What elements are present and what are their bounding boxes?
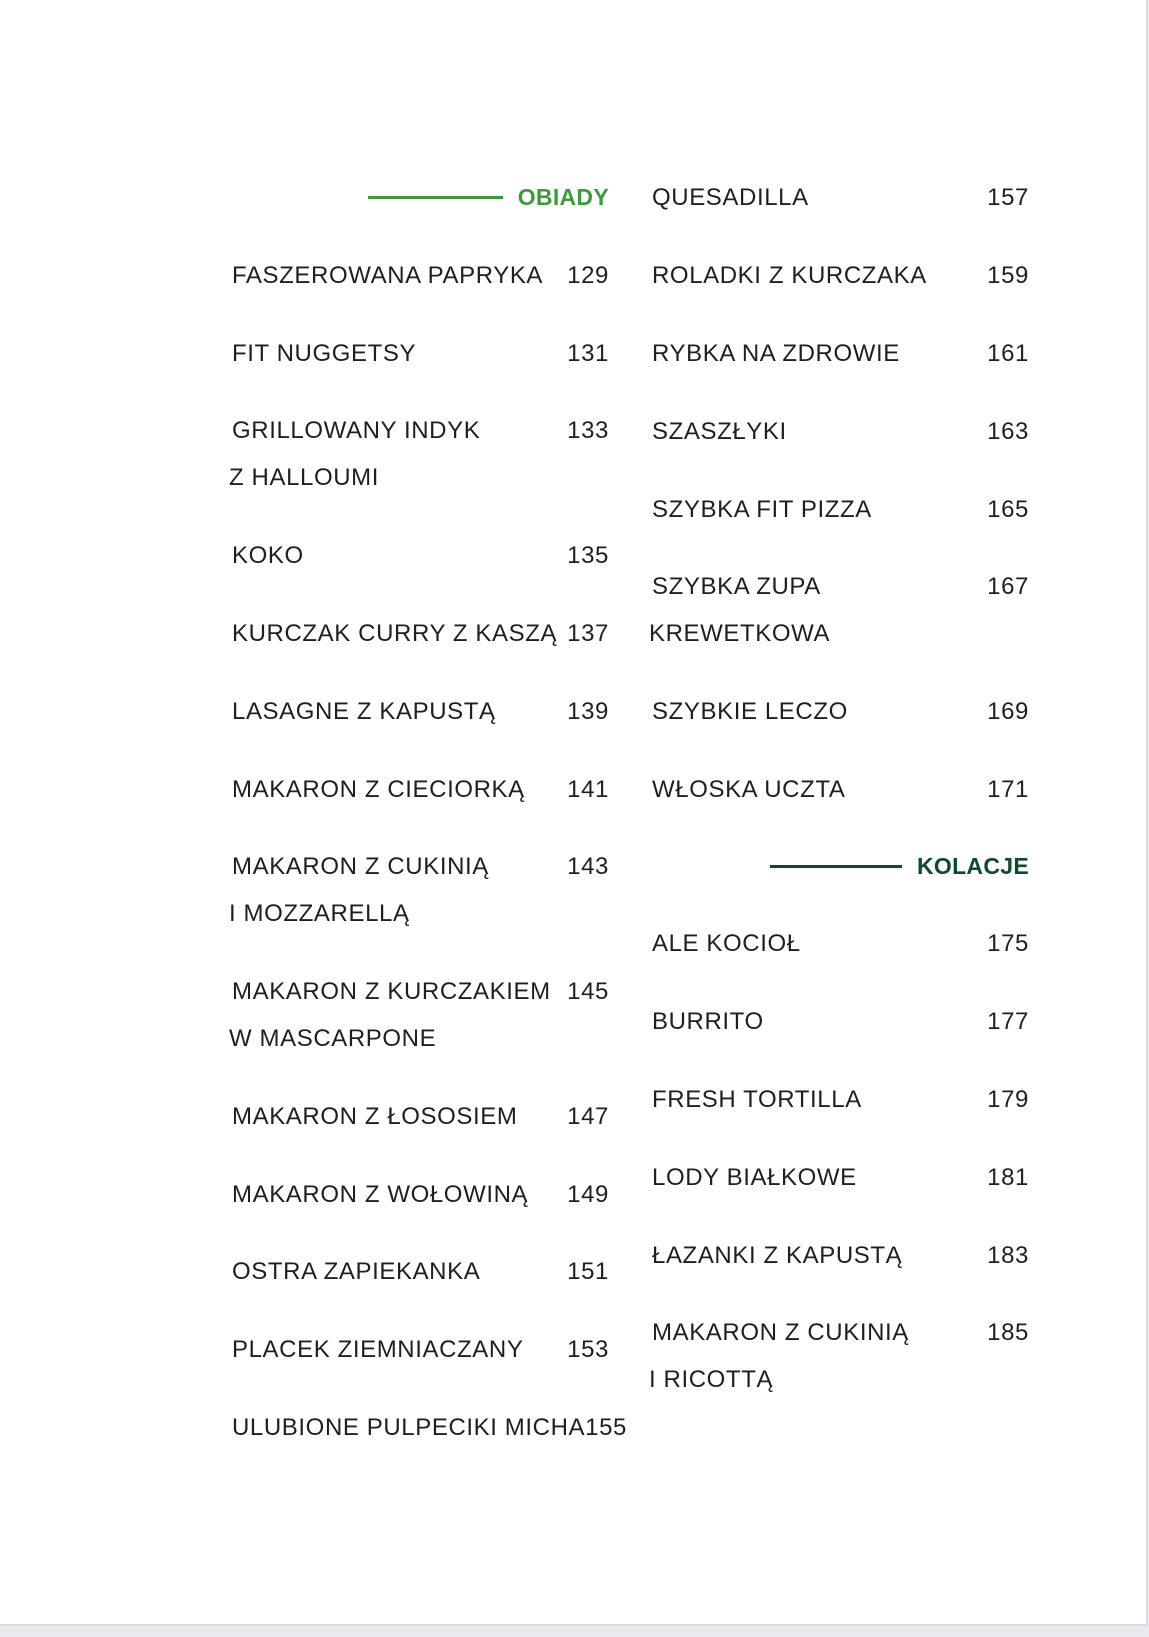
- entry-title: KOKO: [232, 542, 304, 569]
- entry-title: WŁOSKA UCZTA: [652, 776, 846, 803]
- entry-title: ROLADKI Z KURCZAKA: [652, 262, 927, 289]
- entry-title: [229, 968, 551, 1062]
- entry-page-number: 147: [567, 1103, 609, 1130]
- toc-entry[interactable]: [232, 340, 609, 368]
- entry-page-number: 181: [987, 1164, 1029, 1191]
- toc-entry[interactable]: [649, 1309, 1029, 1403]
- entry-title-line: MAKARON Z CUKINIĄ: [232, 853, 489, 880]
- entry-title: MAKARON Z WOŁOWINĄ: [232, 1181, 529, 1208]
- entry-title: [229, 407, 481, 501]
- entry-page-number: 167: [987, 573, 1029, 600]
- toc-entry[interactable]: [229, 968, 609, 1062]
- entry-title-line: I RICOTTĄ: [649, 1366, 774, 1393]
- entry-page-number: 145: [567, 978, 609, 1005]
- entry-page-number: 133: [567, 417, 609, 444]
- entry-page-number: 135: [567, 542, 609, 569]
- entry-page-number: 177: [987, 1008, 1029, 1035]
- entry-title: FIT NUGGETSY: [232, 340, 417, 367]
- toc-entry[interactable]: [232, 1336, 609, 1364]
- entry-title: ALE KOCIOŁ: [652, 930, 801, 957]
- section-title: OBIADY: [517, 184, 609, 210]
- entry-page-number: 161: [987, 340, 1029, 367]
- toc-entry[interactable]: [232, 620, 609, 648]
- toc-entry[interactable]: [232, 542, 609, 570]
- toc-entry[interactable]: [232, 1414, 627, 1442]
- entry-page-number: 163: [987, 418, 1029, 445]
- entry-page-number: 137: [567, 620, 609, 647]
- toc-entry[interactable]: [232, 776, 609, 804]
- entry-title: MAKARON Z CIECIORKĄ: [232, 776, 525, 803]
- entry-title: RYBKA NA ZDROWIE: [652, 340, 900, 367]
- toc-entry[interactable]: [652, 698, 1029, 726]
- entry-page-number: 155: [585, 1414, 627, 1441]
- section-header-obiady: [368, 183, 609, 211]
- entry-title-line: W MASCARPONE: [229, 1025, 437, 1052]
- entry-title: SZYBKA FIT PIZZA: [652, 496, 872, 523]
- toc-entry[interactable]: [652, 340, 1029, 368]
- toc-entry[interactable]: [652, 776, 1029, 804]
- entry-title: LODY BIAŁKOWE: [652, 1164, 857, 1191]
- entry-page-number: 185: [987, 1319, 1029, 1346]
- toc-entry[interactable]: [229, 407, 609, 501]
- entry-title-line: I MOZZARELLĄ: [229, 900, 410, 927]
- entry-title: BURRITO: [652, 1008, 764, 1035]
- entry-title: [649, 563, 831, 657]
- entry-title: FRESH TORTILLA: [652, 1086, 862, 1113]
- toc-entry[interactable]: [652, 262, 1029, 290]
- entry-page-number: 151: [567, 1258, 609, 1285]
- entry-page-number: 183: [987, 1242, 1029, 1269]
- entry-page-number: 157: [987, 184, 1029, 211]
- toc-entry[interactable]: [232, 1258, 609, 1286]
- toc-entry[interactable]: [652, 930, 1029, 958]
- entry-page-number: 131: [567, 340, 609, 367]
- toc-entry[interactable]: [652, 418, 1029, 446]
- entry-page-number: 171: [987, 776, 1029, 803]
- entry-title: FASZEROWANA PAPRYKA: [232, 262, 544, 289]
- toc-entry[interactable]: [649, 563, 1029, 657]
- entry-page-number: 129: [567, 262, 609, 289]
- toc-entry[interactable]: [229, 843, 609, 937]
- toc-entry[interactable]: [652, 1242, 1029, 1270]
- entry-page-number: 175: [987, 930, 1029, 957]
- toc-entry[interactable]: [232, 698, 609, 726]
- entry-title: MAKARON Z ŁOSOSIEM: [232, 1103, 518, 1130]
- entry-title: ULUBIONE PULPECIKI MICHA: [232, 1414, 586, 1441]
- entry-title: SZASZŁYKI: [652, 418, 787, 445]
- entry-title: QUESADILLA: [652, 184, 809, 211]
- entry-page-number: 141: [567, 776, 609, 803]
- toc-entry[interactable]: [232, 1181, 609, 1209]
- entry-title: OSTRA ZAPIEKANKA: [232, 1258, 481, 1285]
- entry-page-number: 179: [987, 1086, 1029, 1113]
- entry-title-line: KREWETKOWA: [649, 620, 831, 647]
- toc-entry[interactable]: [652, 184, 1029, 212]
- entry-title: [229, 843, 489, 937]
- entry-title: [649, 1309, 909, 1403]
- entry-title-line: Z HALLOUMI: [229, 464, 380, 491]
- entry-page-number: 143: [567, 853, 609, 880]
- entry-title-line: MAKARON Z CUKINIĄ: [652, 1319, 909, 1346]
- section-rule: [368, 196, 503, 199]
- section-header-kolacje: [770, 852, 1029, 880]
- entry-title-line: SZYBKA ZUPA: [652, 573, 821, 600]
- entry-page-number: 169: [987, 698, 1029, 725]
- entry-title: ŁAZANKI Z KAPUSTĄ: [652, 1242, 903, 1269]
- toc-entry[interactable]: [652, 1164, 1029, 1192]
- entry-title: KURCZAK CURRY Z KASZĄ: [232, 620, 558, 647]
- section-title: KOLACJE: [916, 853, 1029, 879]
- section-rule: [770, 865, 902, 868]
- entry-title: LASAGNE Z KAPUSTĄ: [232, 698, 496, 725]
- entry-title-line: GRILLOWANY INDYK: [232, 417, 481, 444]
- toc-entry[interactable]: [652, 1086, 1029, 1114]
- entry-page-number: 139: [567, 698, 609, 725]
- entry-page-number: 159: [987, 262, 1029, 289]
- toc-entry[interactable]: [232, 1103, 609, 1131]
- entry-title: SZYBKIE LECZO: [652, 698, 848, 725]
- toc-entry[interactable]: [232, 262, 609, 290]
- entry-title: PLACEK ZIEMNIACZANY: [232, 1336, 524, 1363]
- entry-title-line: MAKARON Z KURCZAKIEM: [232, 978, 551, 1005]
- entry-page-number: 149: [567, 1181, 609, 1208]
- toc-entry[interactable]: [652, 1008, 1029, 1036]
- entry-page-number: 153: [567, 1336, 609, 1363]
- toc-entry[interactable]: [652, 496, 1029, 524]
- entry-page-number: 165: [987, 496, 1029, 523]
